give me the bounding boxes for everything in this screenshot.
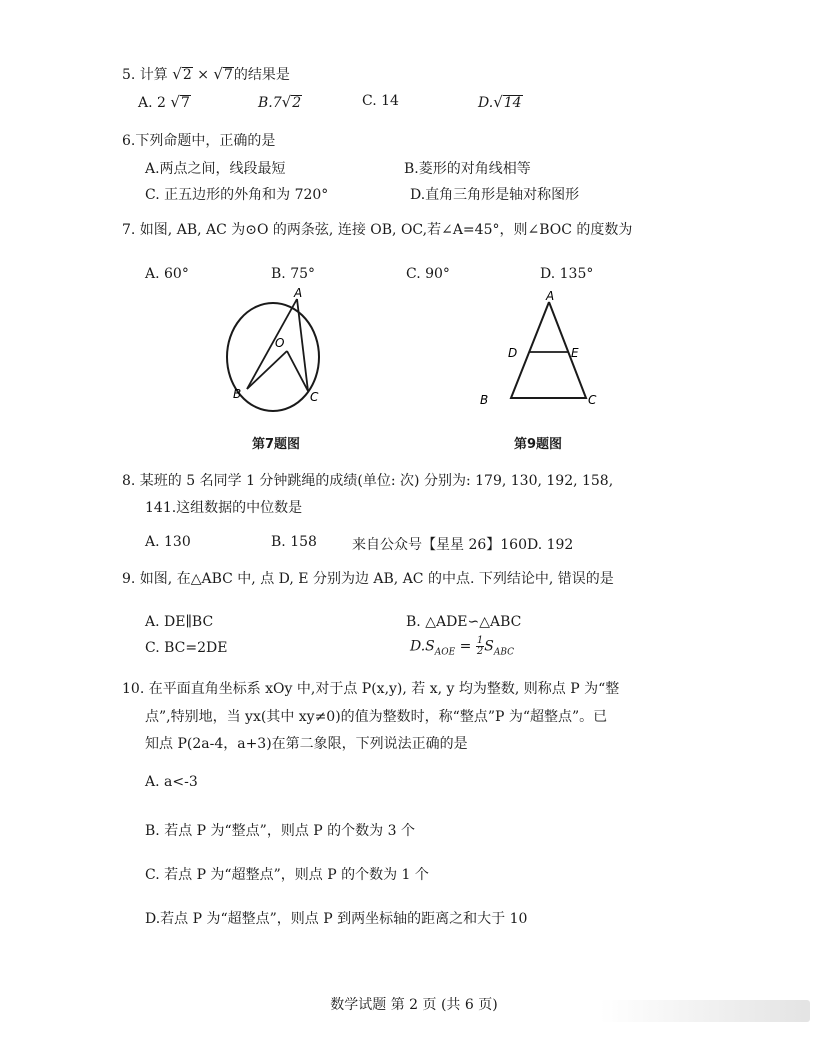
q7-option-a: A. 60°: [145, 266, 189, 282]
q5-option-c: C. 14: [362, 93, 399, 109]
label-o: O: [275, 336, 285, 350]
page-footer: 数学试题 第 2 页 (共 6 页): [330, 997, 498, 1013]
q10-stem-line-1: 10. 在平面直角坐标系 xOy 中,对于点 P(x,y), 若 x, y 均为整数, 则称点 P 为“整: [122, 681, 620, 697]
q5-option-a: [138, 93, 191, 111]
q5-option-a-text: A. 2: [138, 95, 166, 111]
q10-stem-line-3: 知点 P(2a-4，a+3)在第二象限，下列说法正确的是: [145, 736, 468, 752]
label-b: B: [233, 387, 242, 401]
q5-option-b-text: B.7: [258, 95, 282, 111]
q7-option-c: C. 90°: [406, 266, 450, 282]
q9-stem: 9. 如图, 在△ABC 中, 点 D, E 分别为边 AB, AC 的中点. 下列结论中, 错误的是: [122, 571, 614, 587]
q9-option-d: [410, 636, 514, 657]
q6-option-a: A.两点之间，线段最短: [145, 161, 286, 177]
q5-stem-end: 的结果是: [233, 67, 290, 83]
q5-option-d-text: D.: [478, 95, 494, 111]
q9-option-b: B. △ADE∽△ABC: [406, 614, 522, 630]
figure-7-circle: [225, 285, 335, 415]
q8-option-a: A. 130: [145, 534, 191, 550]
times-symbol: ×: [197, 67, 209, 83]
figure-9-triangle: [476, 288, 606, 410]
q5-stem: [122, 64, 290, 84]
q5-option-d: [478, 93, 523, 111]
q10-option-a: A. a<-3: [145, 774, 198, 790]
sqrt-symbol: √: [281, 93, 292, 111]
fraction-denominator: 2: [476, 646, 484, 657]
q7-option-d: D. 135°: [540, 266, 594, 282]
q5-option-a-radicand: 7: [180, 95, 190, 111]
q9-option-c: C. BC=2DE: [145, 640, 228, 656]
figure-7-caption: 第7题图: [252, 437, 301, 452]
q7-stem: 7. 如图, AB, AC 为⊙O 的两条弦, 连接 OB, OC,若∠A=45°，则∠BOC 的度数为: [122, 222, 633, 238]
q7-option-b: B. 75°: [271, 266, 316, 282]
q6-option-c: C. 正五边形的外角和为 720°: [145, 187, 329, 203]
fraction-numerator: 1: [476, 635, 484, 646]
sqrt-symbol: √: [172, 65, 182, 83]
sqrt-symbol: √: [213, 65, 223, 83]
fraction-one-half: [476, 636, 484, 657]
label-a: A: [294, 286, 303, 300]
q9-d-equals: =: [455, 638, 476, 655]
segment-ob: [247, 351, 287, 389]
q5-stem-text: 5. 计算: [122, 67, 168, 83]
q10-option-b: B. 若点 P 为“整点”，则点 P 的个数为 3 个: [145, 823, 415, 839]
q8-stem-line-1: 8. 某班的 5 名同学 1 分钟跳绳的成绩(单位: 次) 分别为: 179, 130, 192, 158,: [122, 473, 614, 489]
q9-option-a: A. DE∥BC: [145, 614, 214, 630]
q6-option-b: B.菱形的对角线相等: [404, 161, 531, 177]
q9-d-s: S: [484, 638, 494, 655]
q5-option-b: [258, 93, 302, 111]
figure-9-caption: 第9题图: [514, 437, 563, 452]
q6-stem: 6.下列命题中，正确的是: [122, 133, 276, 149]
chord-ab: [247, 299, 297, 389]
chord-ac: [297, 299, 308, 391]
q8-stem-line-2: 141.这组数据的中位数是: [145, 500, 303, 516]
q8-option-b: B. 158: [271, 534, 317, 550]
q6-option-d: D.直角三角形是轴对称图形: [410, 187, 580, 203]
sqrt-symbol: √: [493, 93, 503, 111]
label-c: C: [310, 390, 319, 404]
q10-option-c: C. 若点 P 为“超整点”，则点 P 的个数为 1 个: [145, 867, 429, 883]
q10-option-d: D.若点 P 为“超整点”，则点 P 到两坐标轴的距离之和大于 10: [145, 911, 528, 927]
label-e: E: [571, 346, 579, 360]
q9-d-prefix: D.S: [410, 638, 435, 655]
q9-d-sub2: ABC: [493, 647, 515, 658]
q5-option-b-radicand: 2: [292, 95, 302, 111]
label-b: B: [480, 393, 489, 407]
sqrt-symbol: √: [170, 93, 180, 111]
watermark-blur: [600, 1000, 810, 1022]
q10-stem-line-2: 点”,特别地，当 yx(其中 xy≠0)的值为整数时，称“整点”P 为“超整点”。已: [145, 709, 608, 725]
label-c: C: [588, 393, 597, 407]
q5-radicand-1: 2: [182, 67, 192, 83]
q5-option-d-radicand: 14: [503, 95, 522, 111]
q8-option-cd: 来自公众号【星星 26】160D. 192: [352, 537, 574, 553]
label-d: D: [508, 346, 518, 360]
q9-d-sub1: AOE: [434, 647, 456, 658]
q5-radicand-2: 7: [223, 67, 233, 83]
label-a: A: [546, 289, 555, 303]
